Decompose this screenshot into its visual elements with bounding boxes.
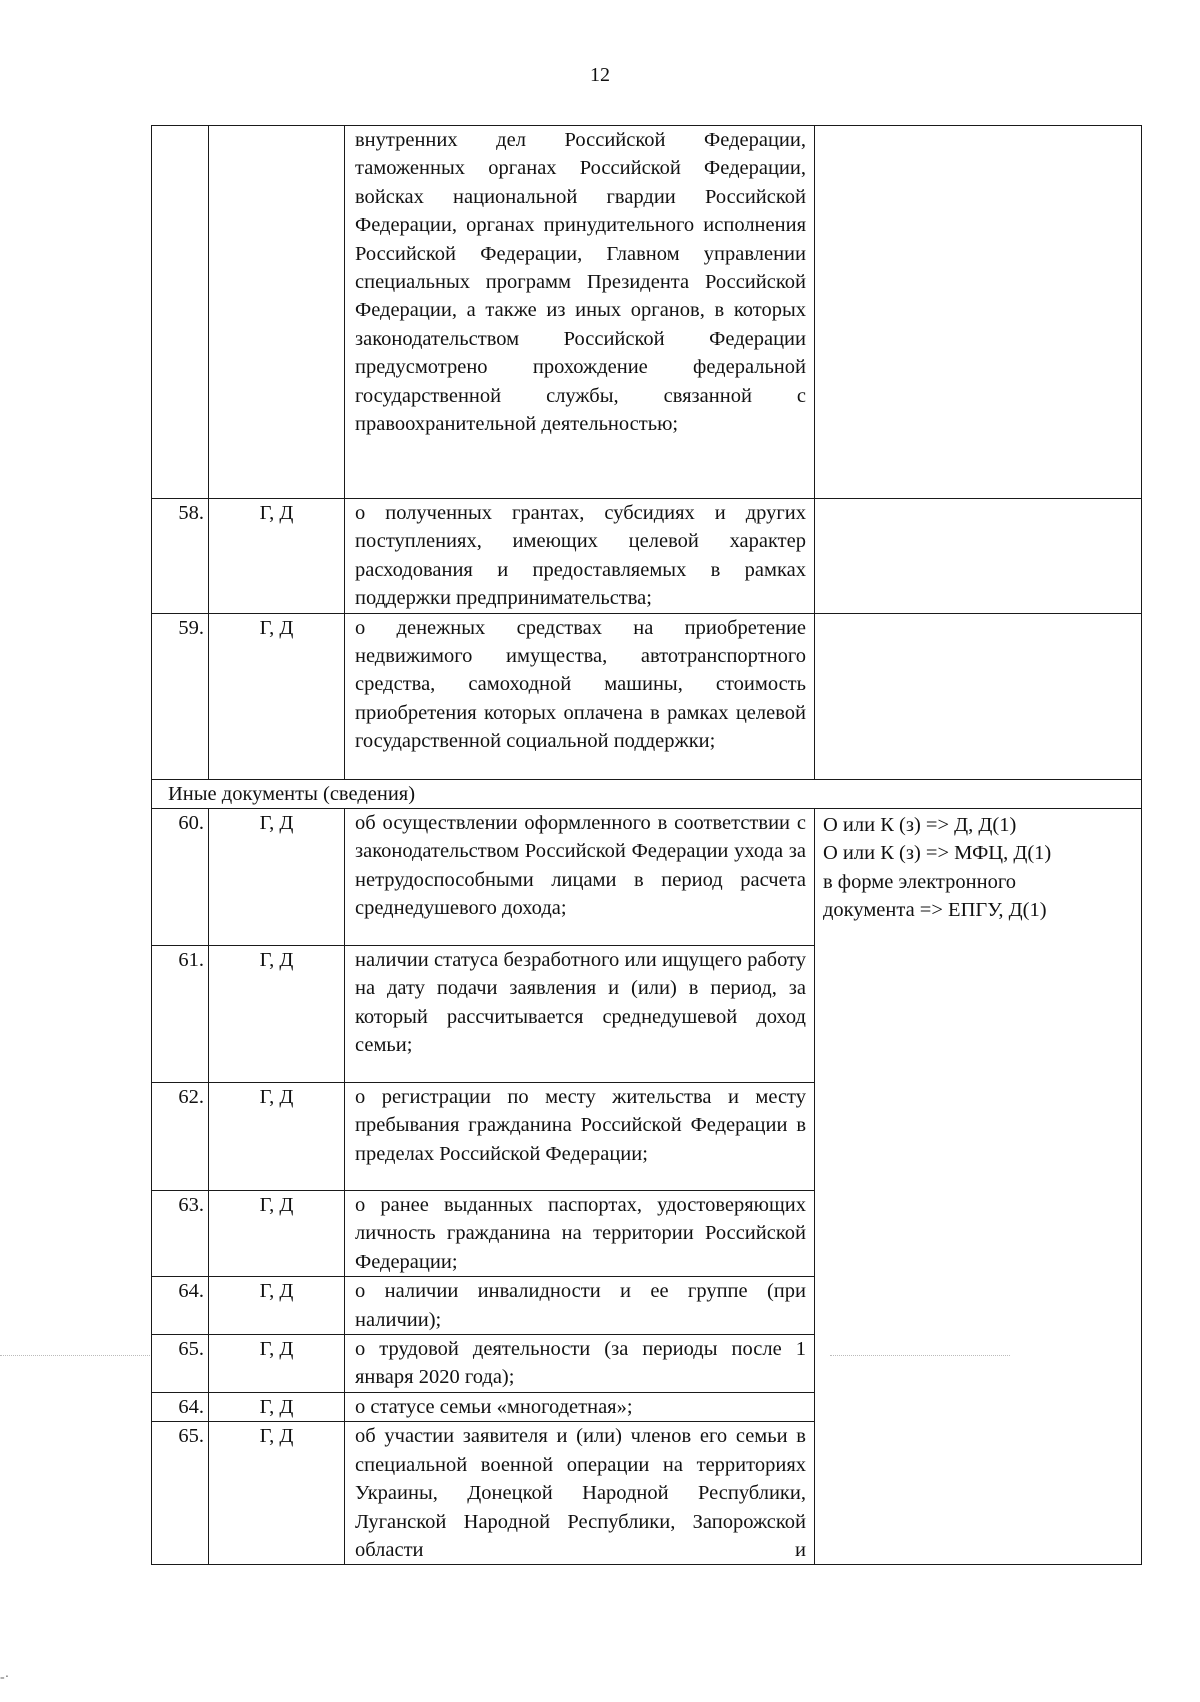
table-row: [152, 499, 1142, 614]
row-description: наличии статуса безработного или ищущего работу на дату подачи заявления и (или) в период, за который рассчитывается среднедушевой доход семьи;: [345, 946, 815, 1083]
row-description: об участии заявителя и (или) членов его семьи в специальной военной операции на территориях Украины, Донецкой Народной Республики, Луганской Народной Республики, Запорожской области и: [345, 1422, 815, 1565]
row-number: 62.: [152, 1083, 209, 1191]
row-description: об осуществлении оформленного в соответствии с законодательством Российской Федерации ухода за нетрудоспособными лицами в период расчета среднедушевого дохода;: [345, 809, 815, 946]
row-number: 65.: [152, 1335, 209, 1393]
row-code: Г, Д: [209, 1422, 345, 1565]
row-code: [209, 126, 345, 499]
row-code: Г, Д: [209, 946, 345, 1083]
row-code: Г, Д: [209, 613, 345, 779]
row-description: о регистрации по месту жительства и месту пребывания гражданина Российской Федерации в пределах Российской Федерации;: [345, 1083, 815, 1191]
row-description: о статусе семьи «многодетная»;: [345, 1392, 815, 1421]
method-line: в форме электронного: [823, 870, 1016, 893]
page-number: 12: [590, 64, 610, 86]
row-number: 64.: [152, 1392, 209, 1421]
row-method: [815, 499, 1142, 614]
method-line: О или К (з) => МФЦ, Д(1): [823, 842, 1052, 865]
scan-artifact-right: [830, 1355, 1010, 1356]
row-description: о полученных грантах, субсидиях и других поступлениях, имеющих целевой характер расходования и предоставляемых в рамках поддержки предпринимательства;: [345, 499, 815, 614]
row-method: [815, 126, 1142, 499]
row-code: Г, Д: [209, 1083, 345, 1191]
row-number: 61.: [152, 946, 209, 1083]
row-code: Г, Д: [209, 1277, 345, 1335]
method-line: документа => ЕПГУ, Д(1): [823, 899, 1047, 922]
row-code: Г, Д: [209, 1191, 345, 1277]
row-number: 59.: [152, 613, 209, 779]
row-description: внутренних дел Российской Федерации, таможенных органах Российской Федерации, войсках национальной гвардии Российской Федерации, органах принудительного исполнения Российской Федерации, Главном управлении специальных программ Президента Российской Федерации, а также из иных органов, в которых законодательством Российской Федерации предусмотрено прохождение федеральной государственной службы, связанной с правоохранительной деятельностью;: [345, 126, 815, 499]
scan-artifact-left: [0, 1355, 150, 1356]
row-code: Г, Д: [209, 1392, 345, 1421]
row-code: Г, Д: [209, 809, 345, 946]
row-code: Г, Д: [209, 499, 345, 614]
row-description: о трудовой деятельности (за периоды после 1 января 2020 года);: [345, 1335, 815, 1393]
row-number: 64.: [152, 1277, 209, 1335]
row-description: о денежных средствах на приобретение недвижимого имущества, автотранспортного средства, самоходной машины, стоимость приобретения которых оплачена в рамках целевой государственной социальной поддержки;: [345, 613, 815, 779]
method-cell: [815, 809, 1142, 1565]
row-description: о наличии инвалидности и ее группе (при наличии);: [345, 1277, 815, 1335]
row-method: [815, 613, 1142, 779]
row-number: 58.: [152, 499, 209, 614]
row-number: 60.: [152, 809, 209, 946]
table-row: [152, 809, 1142, 946]
documents-table: [151, 125, 1142, 1565]
section-title: Иные документы (сведения): [152, 779, 1142, 808]
row-description: о ранее выданных паспортах, удостоверяющих личность гражданина на территории Российской Федерации;: [345, 1191, 815, 1277]
table-row: [152, 126, 1142, 499]
row-number: 65.: [152, 1422, 209, 1565]
scan-corner-mark: -·: [0, 1670, 10, 1685]
method-line: О или К (з) => Д, Д(1): [823, 814, 1017, 837]
row-number: 63.: [152, 1191, 209, 1277]
row-code: Г, Д: [209, 1335, 345, 1393]
section-row: [152, 779, 1142, 808]
table-row: [152, 613, 1142, 779]
row-number: [152, 126, 209, 499]
